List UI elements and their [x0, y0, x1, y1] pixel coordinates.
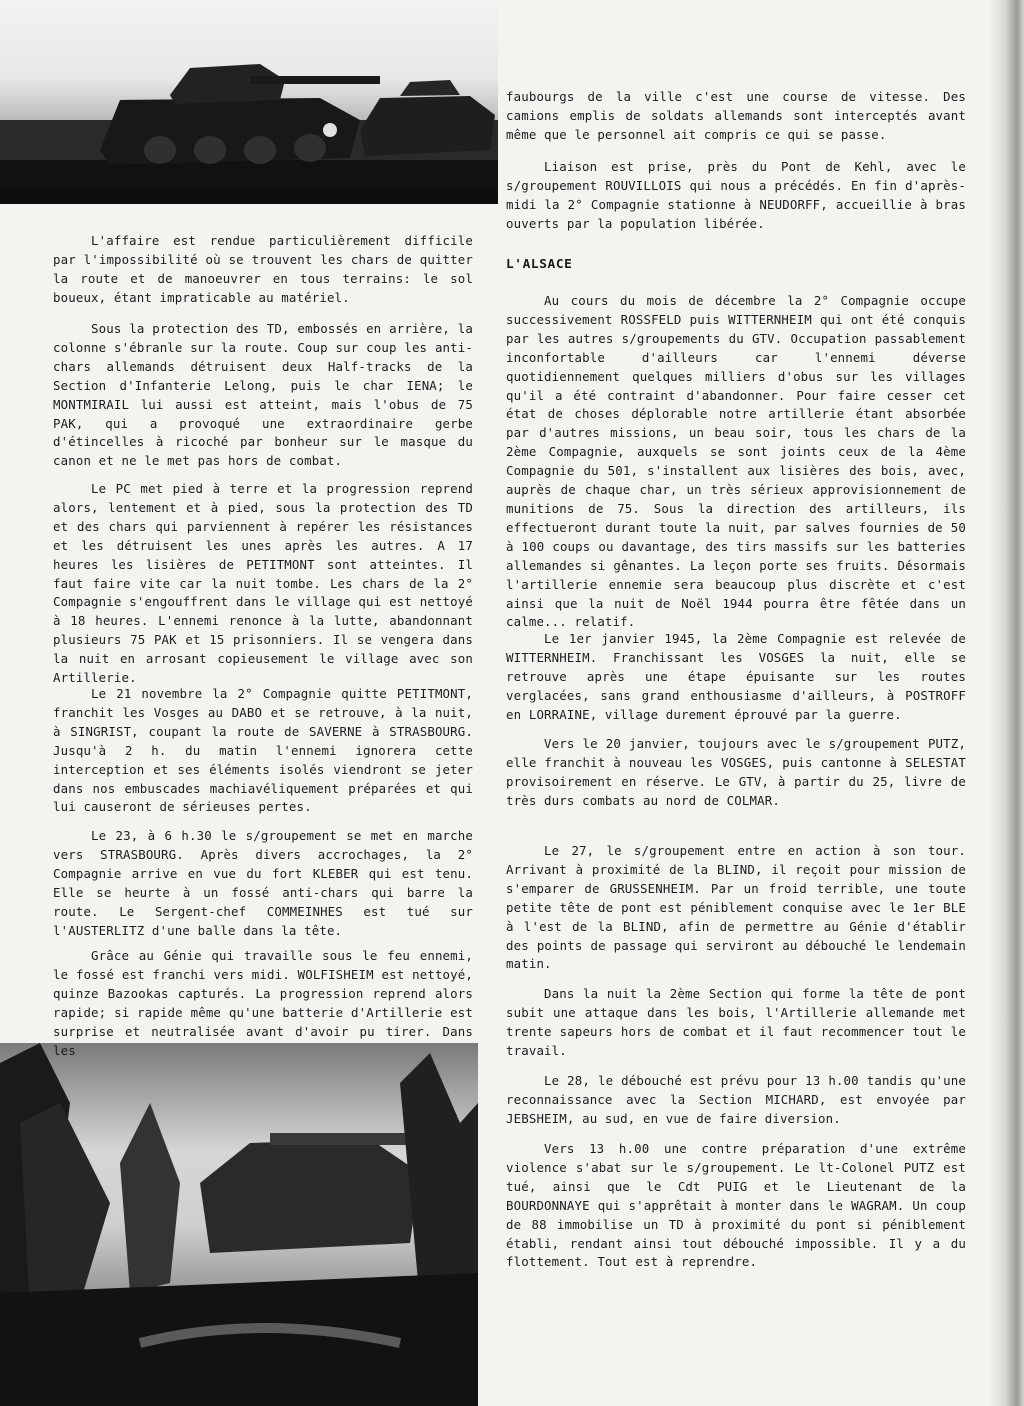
left-paragraph-2: Sous la protection des TD, embossés en arrière, la colonne s'ébranle sur la route. Coup sur coup les anti-chars allemands détruisent deux Half-tracks de la Section d'Infanterie Lelong, puis le char IENA; le MONTMIRAIL lui aussi est atteint, mais l'obus de 75 PAK, qui a provoqué une extraordinaire gerbe d'étincelles à ricoché par bonheur sur le masque du canon et ne le met pas hors de combat. [53, 321, 473, 469]
left-paragraph-4: Le 21 novembre la 2° Compagnie quitte PETITMONT, franchit les Vosges au DABO et se retrouve, à la nuit, à SINGRIST, coupant la route de SAVERNE à STRASBOURG. Jusqu'à 2 h. du matin l'ennemi ignorera cette interception et ses éléments isolés viendront se jeter dans nos embuscades machiavéliquement préparées et qui lui causeront de sérieuses pertes. [53, 686, 473, 815]
right-paragraph-7: Vers 13 h.00 une contre préparation d'une extrême violence s'abat sur le s/groupement. Le lt-Colonel PUTZ est tué, ainsi que le Cdt PUIG et le Lieutenant de la BOURDONNAYE qui s'apprêtait à monter dans le WAGRAM. Un coup de 88 immobilise un TD à proximité du pont si péniblement établi, rendant ainsi tout débouché impossible. Il y a du flottement. Tout est à reprendre. [506, 1141, 966, 1270]
tank-photo [0, 0, 498, 204]
tank-photo-icon [0, 0, 498, 204]
right-paragraph-4: Le 27, le s/groupement entre en action à son tour. Arrivant à proximité de la BLIND, il reçoit pour mission de s'emparer de GRUSSENHEIM. Par un froid terrible, une toute petite tête de pont est péniblement conquise avec le 1er BLE à l'est de la BLIND, afin de permettre au Génie d'établir des points de passage qui serviront au débouché le lendemain matin. [506, 843, 966, 972]
tank-in-forest-photo-icon [0, 1043, 478, 1406]
right-paragraph-3: Vers le 20 janvier, toujours avec le s/groupement PUTZ, elle franchit à nouveau les VOSGES, puis cantonne à SELESTAT provisoirement en réserve. Le GTV, à partir du 25, livre de très durs combats au nord de COLMAR. [506, 736, 966, 808]
right-paragraph-continuation: faubourgs de la ville c'est une course de vitesse. Des camions emplis de soldats allemands sont interceptés avant même que le personnel ait compris ce qui se passe. [506, 89, 966, 142]
right-paragraph-1: Au cours du mois de décembre la 2° Compagnie occupe successivement ROSSFELD puis WITTERNHEIM qui ont été conquis par les autres s/groupements du GTV. Occupation passablement inconfortable d'ailleurs car l'ennemi déverse quotidiennement quelques milliers d'obus sur les villages qu'il a été contraint d'abandonner. Pour faire cesser cet état de choses déplorable notre artillerie étant absorbée par d'autres missions, un beau soir, tous les chars de la 2ème Compagnie, auxquels se sont joints ceux de la 4ème Compagnie du 501, s'installent aux lisières des bois, avec, auprès de chaque char, un très sérieux approvisionnement de munitions de 75. Sous la direction des artilleurs, ils effectueront durant toute la nuit, par salves fournies de 50 à 100 coups ou davantage, des tirs massifs sur les batteries allemandes si gênantes. La leçon porte ses fruits. Désormais l'artillerie ennemie sera beaucoup plus discrète et c'est ainsi que la nuit de Noël 1944 pourra être fêtée dans un calme... relatif. [506, 293, 966, 630]
left-paragraph-6: Grâce au Génie qui travaille sous le feu ennemi, le fossé est franchi vers midi. WOLFISHEIM est nettoyé, quinze Bazookas capturés. La progression reprend alors rapide; si rapide même qu'une batterie d'Artillerie est surprise et neutralisée avant d'avoir pu tirer. Dans les [53, 948, 473, 1058]
tank-in-forest-photo [0, 1043, 478, 1406]
left-paragraph-3: Le PC met pied à terre et la progression reprend alors, lentement et à pied, sous la protection des TD et des chars qui parviennent à repérer les résistances et les détruisent les unes après les autres. A 17 heures les lisières de PETITMONT sont atteintes. Il faut faire vite car la nuit tombe. Les chars de la 2° Compagnie s'engouffrent dans le village qui est nettoyé à 18 heures. L'ennemi renonce à la lutte, abandonnant plusieurs 75 PAK et 15 prisonniers. Il se vengera dans la nuit en arrosant copieusement le village avec son Artillerie. [53, 481, 473, 686]
left-paragraph-5: Le 23, à 6 h.30 le s/groupement se met en marche vers STRASBOURG. Après divers accrochages, la 2° Compagnie arrive en vue du fort KLEBER qui est tenu. Elle se heurte à un fossé anti-chars qui barre la route. Le Sergent-chef COMMEINHES est tué sur l'AUSTERLITZ d'une balle dans la tête. [53, 828, 473, 938]
right-paragraph-5: Dans la nuit la 2ème Section qui forme la tête de pont subit une attaque dans les bois, l'Artillerie allemande met trente sapeurs hors de combat et il faut recommencer tout le travail. [506, 986, 966, 1058]
right-paragraph-6: Le 28, le débouché est prévu pour 13 h.00 tandis qu'une reconnaissance avec la Section MICHARD, est envoyée par JEBSHEIM, au sud, en vue de faire diversion. [506, 1073, 966, 1126]
left-paragraph-1: L'affaire est rendue particulièrement difficile par l'impossibilité où se trouvent les chars de quitter la route et de manoeuvrer en tous terrains: le sol boueux, étant impraticable au matériel. [53, 233, 473, 305]
page-edge-shadow [990, 0, 1024, 1406]
right-paragraph-liaison: Liaison est prise, près du Pont de Kehl, avec le s/groupement ROUVILLOIS qui nous a précédés. En fin d'après-midi la 2° Compagnie stationne à NEUDORFF, accueillie à bras ouverts par la population libérée. [506, 159, 966, 231]
section-heading-alsace: L'ALSACE [506, 257, 573, 272]
right-paragraph-2: Le 1er janvier 1945, la 2ème Compagnie est relevée de WITTERNHEIM. Franchissant les VOSGES la nuit, elle se retrouve après une étape épuisante sur les routes verglacées, sans grand enthousiasme d'ailleurs, à POSTROFF en LORRAINE, village durement éprouvé par la guerre. [506, 631, 966, 722]
